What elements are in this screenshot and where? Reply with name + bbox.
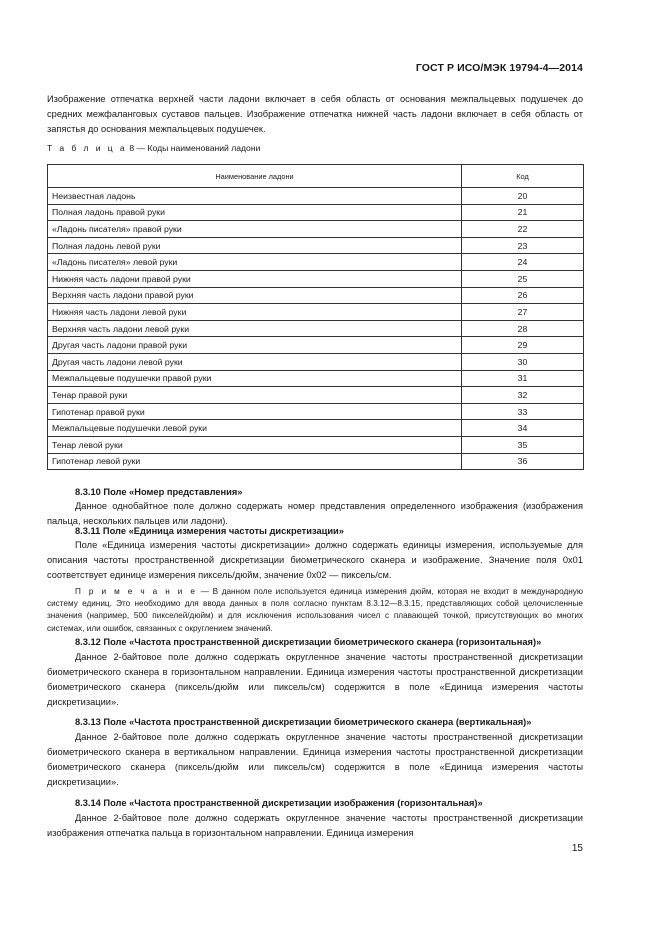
note-label: П р и м е ч а н и е xyxy=(75,587,198,596)
section-8-3-10-heading: 8.3.10 Поле «Номер представления» xyxy=(75,487,243,497)
palm-name-cell: Другая часть ладони левой руки xyxy=(48,353,462,370)
section-8-3-11-text: Поле «Единица измерения частоты дискретизации» должно содержать единицы измерения, используемые для описания частоты пространственной дискретизации биометрического сканера и изображение. Значение поля 0x01 соответствует единице измерения пиксель/дюйм, значение 0x02 — пиксель/см. xyxy=(47,540,583,580)
table-row xyxy=(48,270,584,287)
palm-code-cell: 21 xyxy=(462,204,584,221)
section-8-3-13-text: Данное 2-байтовое поле должно содержать округленное значение частоты пространственной дискретизации биометрического сканера в вертикальном направлении. Единица измерения частоты пространственной дискретизации биометрического сканера (пиксель/дюйм или пиксель/см) содержится в поле «Единица измерения частоты дискретизации». xyxy=(47,732,583,787)
note-paragraph xyxy=(47,586,583,635)
note-text: — В данном поле используется единица измерения дюйм, которая не входит в международную систему единиц. Это необходимо для ввода данных в поля согласно пунктам 8.3.12—8.3.15, представляющих собой целочисленные значения (например, 500 пикселей/дюйм) и для исключения использования чисел с плавающей точкой, присутствующих во многих системах, или ошибок, связанных с округлением значений. xyxy=(47,587,583,633)
table-header-row xyxy=(48,165,584,188)
table-row xyxy=(48,237,584,254)
palm-name-cell: Верхняя часть ладони правой руки xyxy=(48,287,462,304)
column-header-code: Код xyxy=(462,165,584,188)
section-8-3-11-body xyxy=(47,538,583,583)
palm-code-cell: 26 xyxy=(462,287,584,304)
section-8-3-12-text: Данное 2-байтовое поле должно содержать округленное значение частоты пространственной дискретизации биометрического сканера в горизонтальном направлении. Единица измерения частоты пространственной дискретизации биометрического сканера (пиксель/дюйм или пиксель/см) содержится в поле «Единица измерения частоты дискретизации». xyxy=(47,652,583,707)
column-header-name: Наименование ладони xyxy=(48,165,462,188)
section-8-3-11-heading: 8.3.11 Поле «Единица измерения частоты дискретизации» xyxy=(75,526,344,536)
palm-name-cell: Тенар левой руки xyxy=(48,436,462,453)
palm-code-cell: 33 xyxy=(462,403,584,420)
palm-code-cell: 24 xyxy=(462,254,584,271)
palm-code-cell: 20 xyxy=(462,188,584,205)
palm-name-cell: Межпальцевые подушечки левой руки xyxy=(48,420,462,437)
palm-codes-table xyxy=(47,164,584,470)
section-8-3-12 xyxy=(47,635,583,710)
table-row xyxy=(48,204,584,221)
palm-name-cell: «Ладонь писателя» левой руки xyxy=(48,254,462,271)
table-caption-text: 8 — Коды наименований ладони xyxy=(129,143,261,153)
table-row xyxy=(48,420,584,437)
intro-paragraph: Изображение отпечатка верхней части ладони включает в себя область от основания межпальцевых подушечек до средних межфаланговых суставов пальцев. Изображение отпечатка нижней часть ладони включает в себя область от запястья до основания межпальцевых подушечек. xyxy=(47,94,583,134)
table-row xyxy=(48,337,584,354)
palm-code-cell: 27 xyxy=(462,304,584,321)
palm-name-cell: Нижняя часть ладони правой руки xyxy=(48,270,462,287)
palm-code-cell: 31 xyxy=(462,370,584,387)
section-8-3-13-heading: 8.3.13 Поле «Частота пространственной дискретизации биометрического сканера (вертикальная)» xyxy=(75,717,532,727)
palm-code-cell: 29 xyxy=(462,337,584,354)
document-id-header: ГОСТ Р ИСО/МЭК 19794-4—2014 xyxy=(415,62,583,74)
table-row xyxy=(48,353,584,370)
palm-name-cell: Верхняя часть ладони левой руки xyxy=(48,320,462,337)
palm-name-cell: Нижняя часть ладони левой руки xyxy=(48,304,462,321)
section-8-3-12-heading: 8.3.12 Поле «Частота пространственной дискретизации биометрического сканера (горизонтальная)» xyxy=(75,637,542,647)
table-row xyxy=(48,304,584,321)
section-8-3-13 xyxy=(47,715,583,790)
table-row xyxy=(48,387,584,404)
palm-name-cell: Полная ладонь левой руки xyxy=(48,237,462,254)
table-body xyxy=(48,188,584,470)
section-8-3-14-heading: 8.3.14 Поле «Частота пространственной дискретизации изображения (горизонтальная)» xyxy=(75,798,483,808)
palm-name-cell: Гипотенар правой руки xyxy=(48,403,462,420)
palm-code-cell: 28 xyxy=(462,320,584,337)
palm-code-cell: 32 xyxy=(462,387,584,404)
palm-name-cell: «Ладонь писателя» правой руки xyxy=(48,221,462,238)
palm-code-cell: 34 xyxy=(462,420,584,437)
table-row xyxy=(48,320,584,337)
palm-code-cell: 23 xyxy=(462,237,584,254)
table-row xyxy=(48,436,584,453)
section-8-3-10-text: Данное однобайтное поле должно содержать номер представления определенного изображения (изображения пальца, нескольких пальцев или ладони). xyxy=(47,501,583,526)
palm-code-cell: 36 xyxy=(462,453,584,470)
table-row xyxy=(48,453,584,470)
table-row xyxy=(48,188,584,205)
palm-name-cell: Другая часть ладони правой руки xyxy=(48,337,462,354)
palm-name-cell: Межпальцевые подушечки правой руки xyxy=(48,370,462,387)
palm-name-cell: Тенар правой руки xyxy=(48,387,462,404)
table-row xyxy=(48,403,584,420)
table-caption-label: Т а б л и ц а xyxy=(47,143,127,153)
table-row xyxy=(48,287,584,304)
palm-code-cell: 25 xyxy=(462,270,584,287)
palm-name-cell: Неизвестная ладонь xyxy=(48,188,462,205)
palm-name-cell: Гипотенар левой руки xyxy=(48,453,462,470)
section-8-3-14 xyxy=(47,796,583,841)
table-row xyxy=(48,254,584,271)
palm-code-cell: 30 xyxy=(462,353,584,370)
table-row xyxy=(48,221,584,238)
palm-code-cell: 35 xyxy=(462,436,584,453)
page-number: 15 xyxy=(571,843,583,854)
palm-code-cell: 22 xyxy=(462,221,584,238)
table-row xyxy=(48,370,584,387)
palm-name-cell: Полная ладонь правой руки xyxy=(48,204,462,221)
table-caption xyxy=(47,143,260,153)
section-8-3-14-text: Данное 2-байтовое поле должно содержать округленное значение частоты пространственной дискретизации изображения отпечатка пальца в горизонтальном направлении. Единица измерения xyxy=(47,813,583,838)
